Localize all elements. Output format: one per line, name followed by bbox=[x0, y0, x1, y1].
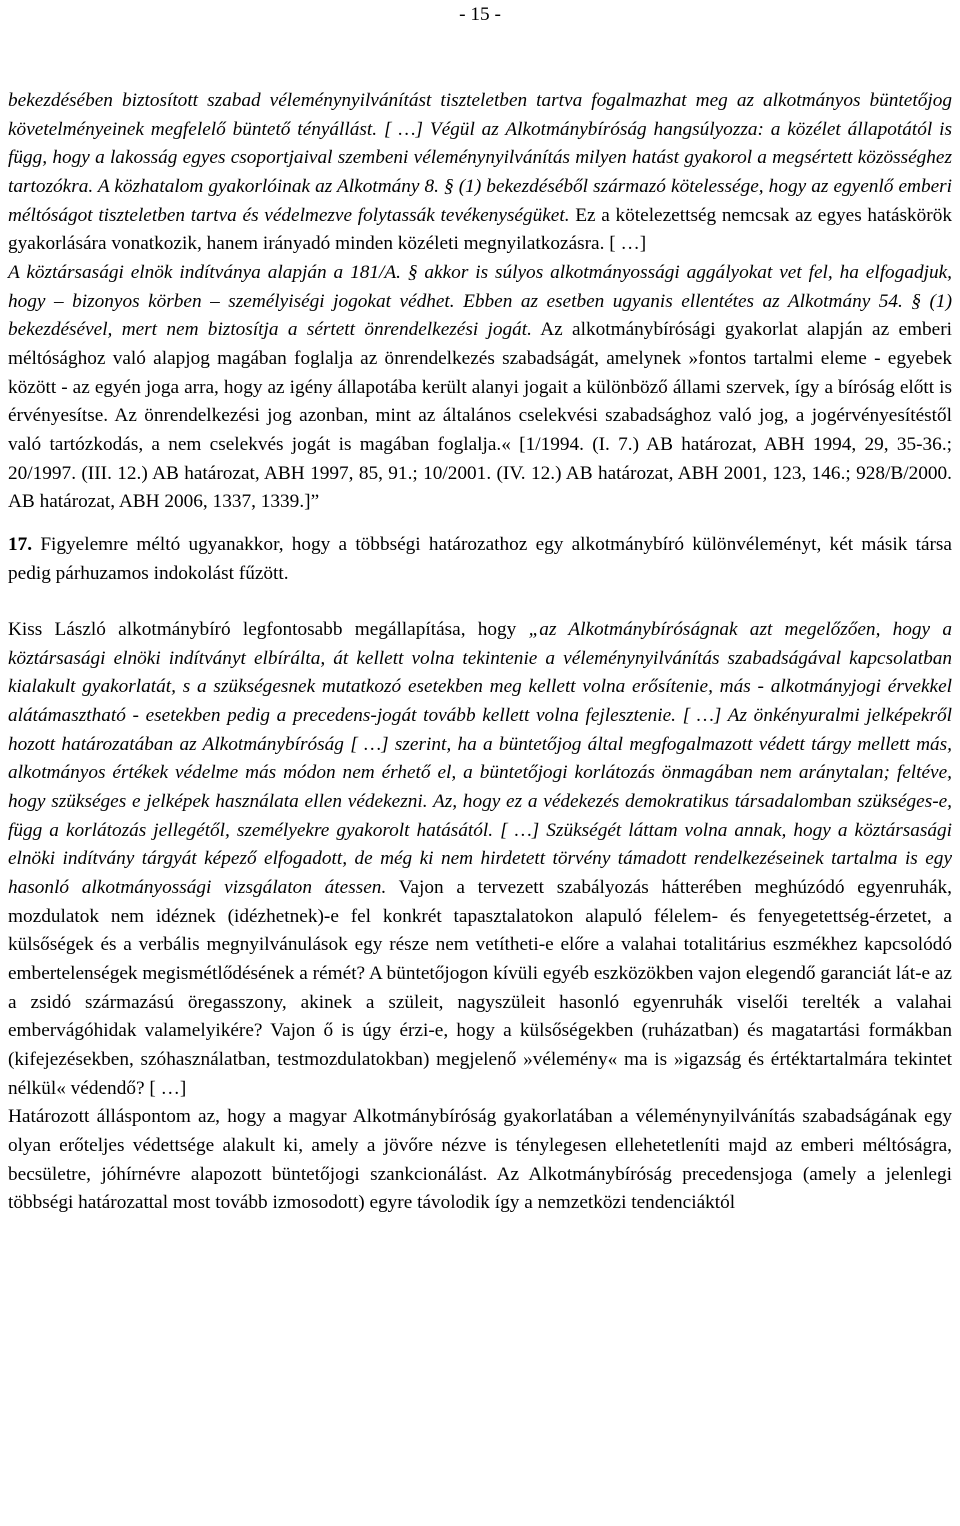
quote-normal-part-d: Az alkotmánybírósági gyakorlat alapján az emberi méltósághoz való alapjog magában foglalja az önrendelkezés szabadságát, amelynek »fontos tartalmi eleme - egyebek között - az egyén joga arra, hogy az igény állapotába került alanyi jogait a különböző állami szervek, így a bíróság előtt is érvényesítse. Az önrendelkezési jog azonban, mint az általános cselekvési szabadsághoz való jog, a jogérvényesítéstől való tartózkodás, a nem cselekvés jogát is magában foglalja.« [1/1994. (I. 7.) AB határozat, ABH 1994, 29, 35-36.; 20/1997. (III. 12.) AB határozat, ABH 1997, 85, 91.; 10/2001. (IV. 12.) AB határozat, ABH 2001, 123, 146.; 928/B/2000. AB határozat, ABH 2006, 1337, 1339.]” bbox=[8, 319, 952, 513]
dissent-paragraph bbox=[8, 616, 952, 1218]
quote-italic-part-a: bekezdésében biztosított szabad véleménynyilvánítást tiszteletben tartva fogalmazhat meg az alkotmányos büntetőjog követelményeinek megfelelő büntető tényállást. [ …] Végül az Alkotmánybíróság hangsúlyozza: a közélet állapotától is függ, hogy a lakosság egyes csoportjaival szembeni véleménynyilvánítás milyen hatást gyakorol a megsértett közösséghez tartozókra. A közhatalom gyakorlóinak az Alkotmány 8. § (1) bekezdéséből származó kötelessége, hogy az egyenlő emberi méltóságot tiszteletben tartva és védelmezve folytassák tevékenységüket. bbox=[8, 90, 952, 226]
paragraph-spacer bbox=[8, 588, 952, 616]
dissent-conclusion: Határozott álláspontom az, hogy a magyar Alkotmánybíróság gyakorlatában a véleménynyilvánítás szabadságának egy olyan erőteljes védettsége alakult ki, amely a jövőre nézve is ténylegesen ellehetetleníti majd az emberi méltóságra, becsületre, jóhírnévre alapozott büntetőjogi szankcionálást. Az Alkotmánybíróság precedensjoga (amely a jelenlegi többségi határozattal most tovább izmosodott) egyre távolodik így a nemzetközi tendenciáktól bbox=[8, 1106, 952, 1214]
quote-paragraph bbox=[8, 87, 952, 517]
paragraph-spacer bbox=[8, 517, 952, 531]
section-17-paragraph bbox=[8, 531, 952, 588]
quote-italic-part-c: A köztársasági elnök indítványa alapján a 181/A. § akkor is súlyos alkotmányossági aggályokat vet fel, ha elfogadjuk, hogy – bizonyos körben – személyiségi jogokat védhet. Ebben az esetben ugyanis ellentétes az Alkotmány 54. § (1) bekezdésével, mert nem biztosítja a sértett önrendelkezési jogát. bbox=[8, 261, 952, 341]
section-17-text: Figyelemre méltó ugyanakkor, hogy a többségi határozathoz egy alkotmánybíró különvéleményt, két másik társa pedig párhuzamos indokolást fűzött. bbox=[8, 533, 952, 584]
dissent-intro: Kiss László alkotmánybíró legfontosabb megállapítása, hogy bbox=[8, 619, 529, 641]
section-number: 17. bbox=[8, 533, 33, 555]
page-number: - 15 - bbox=[459, 4, 501, 25]
dissent-continuation: Vajon a tervezett szabályozás hátterében meghúzódó egyenruhák, mozdulatok nem idéznek (idézhetnek)-e fel konkrét tapasztalatokon alapuló félelem- és fenyegetettség-érzetet, a külsőségek és a verbális megnyilvánulások egy része nem vetítheti-e előre a valahai totalitárius eszmékhez kapcsolódó embertelenségek megismétlődésének a rémét? A büntetőjogon kívüli egyéb eszközökben vajon elegendő garanciát lát-e az a zsidó származású öregasszony, akinek a szüleit, nagyszüleit hasonló egyenruhák viselői terelték a valahai embervágóhidak valamelyikére? Vajon ő is úgy érzi-e, hogy a külsőségekben (ruházatban) és magatartási formákban (kifejezésekben, szóhasználatban, testmozdulatokban) megjelenő »vélemény« ma is »igazság és értéktartalmára tekintet nélkül« védendő? [ …] bbox=[8, 877, 952, 1099]
quote-normal-part-b: Ez a kötelezettség nemcsak az egyes hatáskörök gyakorlására vonatkozik, hanem irányadó minden közéleti megnyilatkozásra. [ …] bbox=[8, 204, 952, 255]
dissent-quote-italic: „az Alkotmánybíróságnak azt megelőzően, hogy a köztársasági elnöki indítványt elbírálta, át kellett volna tekintenie a véleménynyilvánítás szabadságával kapcsolatban kialakult gyakorlatát, s a szükségesnek mutatkozó esetekben meg kellett volna erősítenie, más - alkotmányjogi érvekkel alátámasztható - esetekben pedig a precedens-jogát tovább kellett volna fejlesztenie. [ …] Az önkényuralmi jelképekről hozott határozatában az Alkotmánybíróság [ …] szerint, ha a büntetőjog által megfogalmazott védett tárgy mellett más, alkotmányos értékek védelme más módon nem érhető el, a büntetőjogi korlátozás önmagában nem aránytalan; feltéve, hogy szükséges e jelképek használata ellen védekezni. Az, hogy ez a védekezés demokratikus társadalomban szükséges-e, függ a korlátozás jellegétől, személyekre gyakorolt hatásától. [ …] Szükségét láttam volna annak, hogy a köztársasági elnöki indítvány tárgyát képező elfogadott, de még ki nem hirdetett törvény támadott rendelkezéseinek tartalma is egy hasonló alkotmányossági vizsgálaton átessen. bbox=[8, 619, 952, 899]
